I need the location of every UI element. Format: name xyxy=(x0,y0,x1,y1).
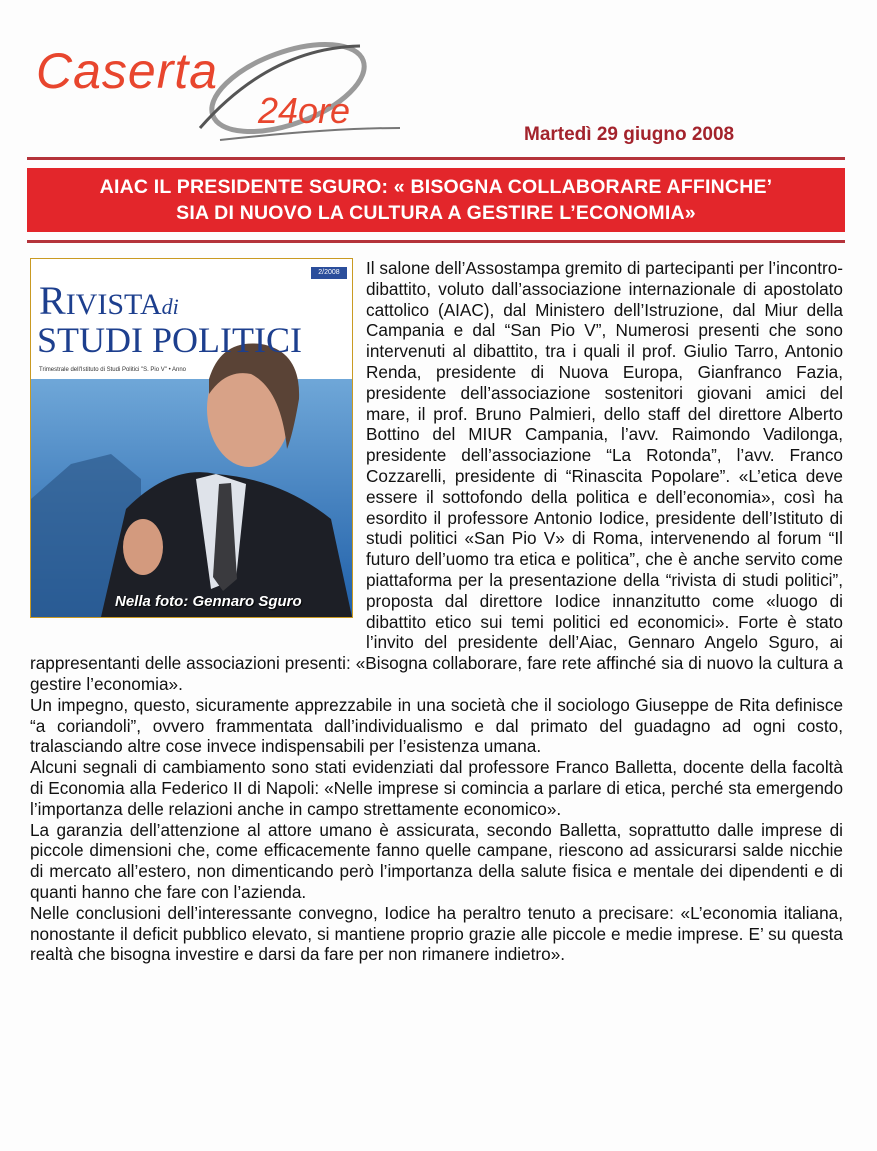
article-paragraph-1: Il salone dell’Assostampa gremito di partecipanti per l’incontro-dibattito, voluto dall’associazione internazionale di apostolato cattolico (AIAC), dal Ministero dell’Istruzione, dal Miur della Campania e dal “San Pio V”, Numerosi presenti che sono intervenuti al dibattito, tra i quali il prof. Giulio Tarro, Antonio Renda, presidente di Nuova Europa, Gianfranco Fazia, presidente dell’associazione sostenitori giovani amici del mare, il prof. Bruno Palmieri, dello staff del direttore Alberto Bottino del MIUR Campania, l’avv. Raimondo Vadilonga, presidente dell’associazione “La Rotonda”, l’avv. Franco Cozzarelli, presidente di “Rinascita Popolare”. «L’etica deve essere il sottofondo della politica e dell’economia», così ha esordito il professore Antonio Iodice, presidente dell’Istituto di studi politici «San Pio V» di Roma, intervenendo al forum “Il futuro dell’uomo tra etica e politica”, che è anche servito come piattaforma per la presentazione della “rivista di studi politici”, proposta dal direttore Iodice innanzitutto come «luogo di dibattito etico sui temi politici ed economici». Forte è stato l’invito del presidente dell’Aiac, Gennaro Angelo Sguro, ai rappresentanti delle associazioni presenti: «Bisogna collaborare, fare rete affinché sia di nuovo la cultura a gestire l’economia». xyxy=(30,258,843,694)
logo-24ore: 24ore xyxy=(258,90,351,131)
bottom-rule xyxy=(27,240,845,243)
magazine-title-line-2: STUDI POLITICI xyxy=(37,320,302,360)
logo-caserta: Caserta xyxy=(36,43,219,99)
top-rule xyxy=(27,157,845,160)
magazine-issue-badge: 2/2008 xyxy=(311,267,347,279)
headline-banner xyxy=(27,168,845,232)
headline-line-2: SIA DI NUOVO LA CULTURA A GESTIRE L’ECONOMIA» xyxy=(176,202,696,224)
masthead xyxy=(30,28,430,148)
article-paragraph-2: Un impegno, questo, sicuramente apprezzabile in una società che il sociologo Giuseppe de Rita definisce “a coriandoli”, ovvero frammentata dall’individualismo e dal primato del guadagno ad ogni costo, tralasciando altre cose invece indispensabili per l’esistenza umana. xyxy=(30,694,843,757)
photo-caption: Nella foto: Gennaro Sguro xyxy=(115,593,302,610)
article-paragraph-3: Alcuni segnali di cambiamento sono stati evidenziati dal professore Franco Balletta, docente della facoltà di Economia alla Federico II di Napoli: «Nelle imprese si comincia a parlare di etica, perché sta emergendo l’importanza delle relazioni anche in campo strettamente economico». xyxy=(30,757,843,819)
article-photo xyxy=(30,258,353,618)
article-paragraph-4: La garanzia dell’attenzione al attore umano è assicurata, secondo Balletta, soprattutto dalle imprese di piccole dimensioni che, come efficacemente fanno quelle campane, riescono ad assicurarsi salde nicchie di mercato all’estero, non dimenticando però l’importanza della salute fisica e mentale dei dipendenti e di quanti hanno che fare con l’azienda. xyxy=(30,819,843,902)
headline-line-1: AIAC IL PRESIDENTE SGURO: « BISOGNA COLLABORARE AFFINCHE’ xyxy=(99,176,773,198)
publication-date: Martedì 29 giugno 2008 xyxy=(524,124,735,145)
magazine-title-line-1: RIVISTAdi xyxy=(39,278,179,323)
article-paragraph-5: Nelle conclusioni dell’interessante convegno, Iodice ha peraltro tenuto a precisare: «L’economia italiana, nonostante il deficit pubblico elevato, si mantiene proprio grazie alle piccole e medie imprese. E’ su questa realtà che bisogna investire e darsi da fare per non rimanere indietro». xyxy=(30,902,843,965)
magazine-subtitle: Trimestrale dell'Istituto di Studi Politici "S. Pio V" • Anno xyxy=(39,367,187,373)
